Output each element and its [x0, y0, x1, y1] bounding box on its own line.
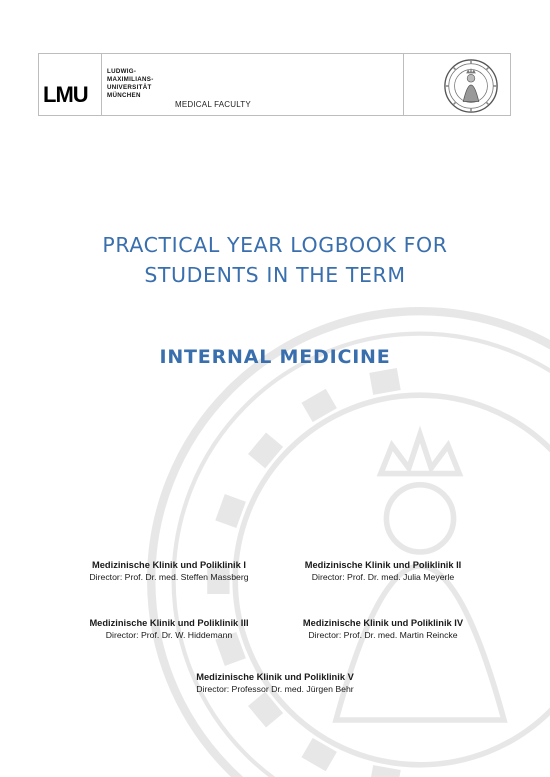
header-divider [101, 54, 102, 115]
clinic-block [263, 617, 503, 641]
clinic-director: Director: Prof. Dr. med. Julia Meyerle [311, 572, 455, 582]
clinic-director: Director: Prof. Dr. med. Martin Reincke [308, 630, 458, 640]
university-line: MAXIMILIANS- [107, 76, 154, 83]
clinic-director: Director: Prof. Dr. W. Hiddemann [105, 630, 233, 640]
university-line: UNIVERSITÄT [107, 84, 152, 91]
clinic-block [49, 617, 289, 641]
clinic-director: Director: Professor Dr. med. Jürgen Behr [196, 684, 354, 694]
lmu-logo: LMU [43, 82, 88, 107]
clinic-name: Medizinische Klinik und Poliklinik IV [302, 618, 464, 628]
clinic-name: Medizinische Klinik und Poliklinik V [196, 672, 354, 682]
clinic-name: Medizinische Klinik und Poliklinik II [304, 560, 462, 570]
faculty-label: MEDICAL FACULTY [175, 100, 251, 109]
clinic-block [155, 671, 395, 695]
header-bar [38, 53, 511, 116]
specialty-title: INTERNAL MEDICINE [159, 346, 391, 368]
university-seal-icon [441, 57, 501, 115]
university-seal-watermark [140, 300, 550, 777]
title-line: STUDENTS IN THE TERM [144, 263, 406, 287]
university-line: MÜNCHEN [107, 92, 141, 99]
header-divider [403, 54, 404, 115]
university-line: LUDWIG- [107, 68, 137, 75]
logbook-title [0, 230, 550, 290]
clinic-name: Medizinische Klinik und Poliklinik I [92, 560, 246, 570]
university-name [107, 68, 154, 100]
clinic-director: Director: Prof. Dr. med. Steffen Massberg [89, 572, 249, 582]
title-line: PRACTICAL YEAR LOGBOOK FOR [102, 233, 448, 257]
clinic-name: Medizinische Klinik und Poliklinik III [89, 618, 249, 628]
clinic-block [263, 559, 503, 583]
clinic-block [49, 559, 289, 583]
